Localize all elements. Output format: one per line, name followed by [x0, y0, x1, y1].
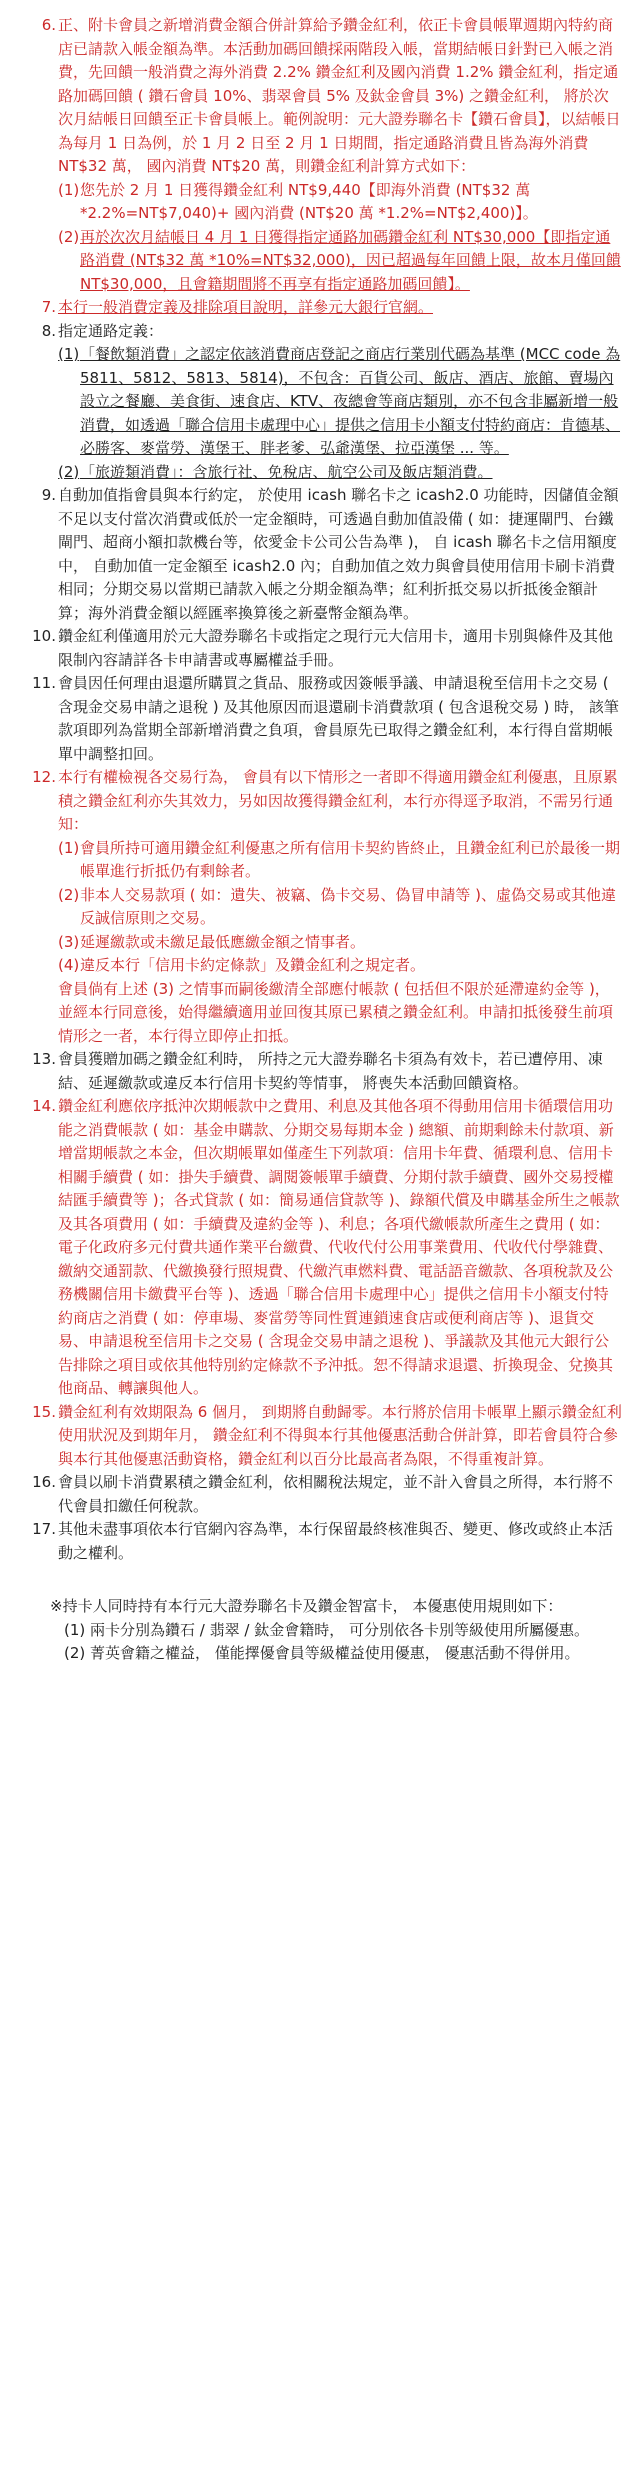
term-item-15: [32, 1401, 622, 1472]
term-number: 13.: [32, 1050, 56, 1068]
term-item-17: [32, 1518, 622, 1565]
term-number: 15.: [32, 1402, 56, 1421]
term-text: 其他未盡事項依本行官網內容為準，本行保留最終核准與否、變更、修改或終止本活動之權利。: [58, 1520, 614, 1562]
sub-text: 非本人交易款項 ( 如：遺失、被竊、偽卡交易、偽冒申請等 )、虛偽交易或其他違反誠信原則之交易。: [80, 885, 617, 927]
term-item-6: [41, 14, 622, 179]
sub-number: (1): [58, 838, 80, 857]
term-item-10: [32, 625, 622, 672]
sub-number: (2): [58, 227, 80, 246]
sub-text: 違反本行「信用卡約定條款」及鑽金紅利之規定者。: [80, 956, 426, 974]
term-8-sub-2: [58, 461, 622, 485]
term-number: 7.: [41, 298, 56, 316]
term-text: 會員因任何理由退還所購買之貨品、服務或因簽帳爭議、申請退稅至信用卡之交易 ( 含現金交易申請之退稅 ) 及其他原因而退還刷卡消費款項 ( 包含退稅交易 ) 時， 該筆款項即列為當期全部新增消費之負項，會員原先已取得之鑽金紅利，本行得自當期帳單中調整扣回。: [58, 674, 619, 763]
term-item-9: [41, 484, 622, 625]
term-12-sub-4: [58, 954, 622, 978]
sub-text: 您先於 2 月 1 日獲得鑽金紅利 NT$9,440【即海外消費 (NT$32 萬 *2.2%=NT$7,040)+ 國內消費 (NT$20 萬 *1.2%=NT$2,400)】。: [80, 180, 538, 222]
sub-text: 再於次次月結帳日 4 月 1 日獲得指定通路加碼鑽金紅利 NT$30,000【即指定通路消費 (NT$32 萬 *10%=NT$32,000)，因已超過每年回饋上限，故本月僅回饋 NT$30,000，且會籍期間將不再享有指定通路加碼回饋】。: [80, 227, 621, 293]
term-number: 12.: [32, 768, 56, 786]
sub-number: (2): [58, 885, 80, 904]
footnote-line-1: (1) 兩卡分別為鑽石 / 翡翠 / 鈦金會籍時， 可分別依各卡別等級使用所屬優惠。: [64, 1620, 589, 1639]
footnote-intro: ※持卡人同時持有本行元大證券聯名卡及鑽金智富卡， 本優惠使用規則如下：: [50, 1597, 563, 1615]
term-number: 9.: [41, 486, 56, 504]
term-text-link[interactable]: 本行一般消費定義及排除項目說明，詳參元大銀行官網。: [58, 298, 434, 316]
term-text: 正、附卡會員之新增消費金額合併計算給予鑽金紅利，依正卡會員帳單週期內特約商店已請款入帳金額為準。本活動加碼回饋採兩階段入帳，當期結帳日針對已入帳之消費，先回饋一般消費之海外消費 2.2% 鑽金紅利及國內消費 1.2% 鑽金紅利，指定通路加碼回饋 ( 鑽石會員 10%、翡翠會員 5% 及鈦金會員 3%) 之鑽金紅利， 將於次次月結帳日回饋至正卡會員帳上。範例說明：元大證券聯名卡【鑽石會員】，以結帳日為每月 1 日為例，於 1 月 2 日至 2 月 1 日期間，指定通路消費且皆為海外消費 NT$32 萬， 國內消費 NT$20 萬，則鑽金紅利計算方式如下：: [58, 16, 621, 175]
term-item-14: [32, 1095, 622, 1401]
sub-text: 會員所持可適用鑽金紅利優惠之所有信用卡契約皆終止，且鑽金紅利已於最後一期帳單進行折抵仍有剩餘者。: [80, 838, 621, 880]
sub-number: (3): [58, 932, 80, 951]
sub-text: 「旅遊類消費」：含旅行社、免稅店、航空公司及飯店類消費。: [80, 462, 493, 481]
term-12-sub-3: [58, 931, 622, 955]
term-item-8: [41, 320, 622, 344]
term-text: 本行有權檢視各交易行為， 會員有以下情形之一者即不得適用鑽金紅利優惠，且原累積之鑽金紅利亦失其效力，另如因故獲得鑽金紅利，本行亦得逕予取消，不需另行通知：: [58, 768, 618, 833]
term-12-sub-2: [58, 884, 622, 931]
footnote-line-2: (2) 菁英會籍之權益， 僅能擇優會員等級權益使用優惠， 優惠活動不得併用。: [64, 1644, 580, 1662]
sub-text: 「餐飲類消費」之認定依該消費商店登記之商店行業別代碼為基準 (MCC code 為 5811、5812、5813、5814)，不包含：百貨公司、飯店、酒店、旅館、賣場內設立之餐廳、美食街、速食店、KTV、夜總會等商店類別，亦不包含非屬新增一般消費，如透過「聯合信用卡處理中心」提供之信用卡小額支付特約商店：肯德基、必勝客、麥當勞、漢堡王、胖老爹、弘爺漢堡、拉亞漢堡 ... 等。: [80, 345, 621, 457]
term-text: 會員獲贈加碼之鑽金紅利時， 所持之元大證券聯名卡須為有效卡，若已遭停用、凍結、延遲繳款或違反本行信用卡契約等情事， 將喪失本活動回饋資格。: [58, 1050, 603, 1092]
term-number: 17.: [32, 1520, 56, 1538]
term-number: 16.: [32, 1473, 56, 1491]
term-number: 14.: [32, 1097, 56, 1115]
term-item-11: [32, 672, 622, 766]
sub-number: (4): [58, 956, 80, 974]
term-item-12: [32, 766, 622, 837]
term-item-7: [41, 296, 622, 320]
sub-number: (1): [58, 345, 80, 363]
term-text: 鑽金紅利有效期限為 6 個月， 到期將自動歸零。本行將於信用卡帳單上顯示鑽金紅利使用狀況及到期年月， 鑽金紅利不得與本行其他優惠活動合併計算，即若會員符合參與本行其他優惠活動資格，鑽金紅利以百分比最高者為限，不得重複計算。: [58, 1402, 622, 1468]
sub-number: (1): [58, 180, 80, 199]
term-text: 會員以刷卡消費累積之鑽金紅利，依相關稅法規定，並不計入會員之所得，本行將不代會員扣繳任何稅款。: [58, 1473, 614, 1515]
sub-text: 延遲繳款或未繳足最低應繳金額之情事者。: [80, 932, 366, 951]
term-number: 8.: [41, 321, 56, 340]
term-12-sub-1: [58, 837, 622, 884]
term-item-16: [32, 1471, 622, 1518]
term-6-sub-1: [58, 179, 622, 226]
term-item-13: [32, 1048, 622, 1095]
term-12-note: 會員倘有上述 (3) 之情事而嗣後繳清全部應付帳款 ( 包括但不限於延滯違約金等 )，並經本行同意後，始得繼續適用並回復其原已累積之鑽金紅利。申請扣抵後發生前項情形之一者，本行得立即停止扣抵。: [58, 979, 614, 1045]
term-text: 鑽金紅利應依序抵沖次期帳款中之費用、利息及其他各項不得動用信用卡循環信用功能之消費帳款 ( 如：基金申購款、分期交易每期本金 ) 總額、前期剩餘未付款項、新增當期帳款之本金，但次期帳單如僅產生下列款項：信用卡年費、循環利息、信用卡相關手續費 ( 如：掛失手續費、調閱簽帳單手續費、分期付款手續費、國外交易授權結匯手續費等 )；各式貸款 ( 如：簡易通信貸款等 )、錄額代償及申購基金所生之帳款及其各項費用 ( 如：手續費及違約金等 )、利息；各項代繳帳款所產生之費用 ( 如：電子化政府多元付費共通作業平台繳費、代收代付公用事業費用、代收代付學雜費、繳納交通罰款、代繳換發行照規費、代繳汽車燃料費、電話語音繳款、各項稅款及公務機關信用卡繳費平台等 )、透過「聯合信用卡處理中心」提供之信用卡小額支付特約商店之消費 ( 如：停車場、麥當勞等同性質連鎖速食店或便利商店等 )、退貨交易、申請退稅至信用卡之交易 ( 含現金交易申請之退稅 )、爭議款及其他元大銀行公告排除之項目或依其他特別約定條款不予沖抵。恕不得請求退還、折換現金、兌換其他商品、轉讓與他人。: [58, 1097, 620, 1397]
term-number: 6.: [41, 16, 56, 34]
footnote: [0, 1565, 640, 1666]
term-number: 10.: [32, 627, 56, 645]
term-text: 鑽金紅利僅適用於元大證券聯名卡或指定之現行元大信用卡，適用卡別與條件及其他限制內容請詳各卡申請書或專屬權益手冊。: [58, 627, 614, 669]
term-number: 11.: [32, 674, 56, 692]
term-text: 指定通路定義：: [58, 321, 164, 340]
sub-number: (2): [58, 462, 80, 481]
term-6-sub-2: [58, 226, 622, 297]
term-8-sub-1: [58, 343, 622, 461]
term-text: 自動加值指會員與本行約定， 於使用 icash 聯名卡之 icash2.0 功能時，因儲值金額不足以支付當次消費或低於一定金額時，可透過自動加值設備 ( 如：捷運閘門、台鐵閘門、超商小額扣款機台等，依愛金卡公司公告為準 )， 自 icash 聯名卡之信用額度中， 自動加值一定金額至 icash2.0 內；自動加值之效力與會員使用信用卡刷卡消費相同；分期交易以當期已請款入帳之分期金額為準；紅利折抵交易以折抵後金額計算；海外消費金額以經匯率換算後之新臺幣金額為準。: [58, 486, 619, 622]
